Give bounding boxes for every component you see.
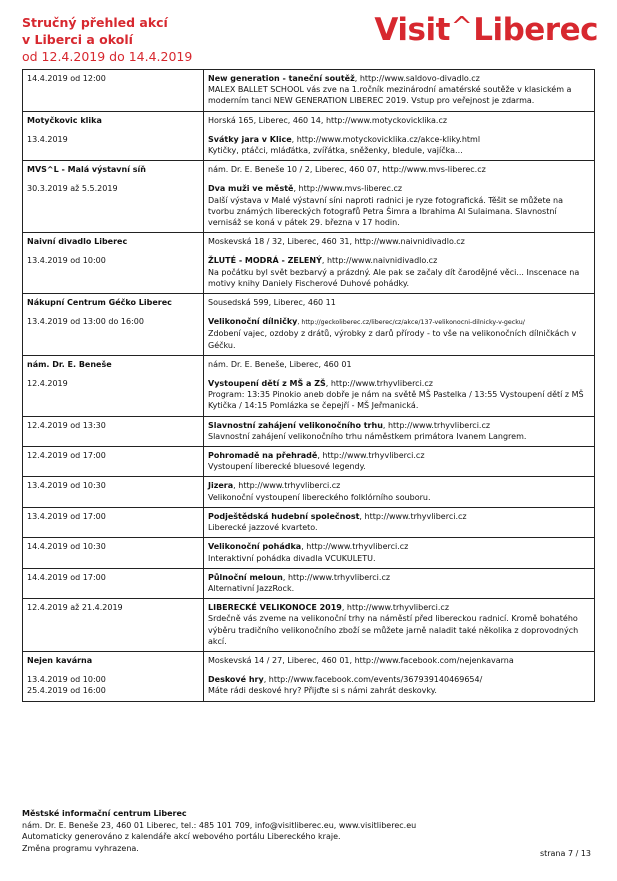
date-range: od 12.4.2019 do 14.4.2019 — [22, 49, 193, 64]
venue-address: Moskevská 14 / 27, Liberec, 460 01, http://www.facebook.com/nejenkavarna — [208, 655, 514, 665]
event-info-cell — [204, 416, 595, 446]
venue-row — [23, 294, 595, 356]
venue-name — [23, 651, 204, 701]
event-title: Deskové hry — [208, 675, 264, 685]
event-url[interactable]: , http://www.trhyvliberci.cz — [282, 572, 391, 582]
event-date: 14.4.2019 od 17:00 — [27, 572, 106, 582]
event-date: 12.4.2019 od 13:30 — [27, 420, 106, 430]
event-heading — [208, 420, 590, 431]
spacer — [208, 666, 590, 674]
venue-name — [23, 294, 204, 356]
event-description: Liberecké jazzové kvarteto. — [208, 523, 318, 533]
event-info-cell — [204, 477, 595, 507]
event-heading — [208, 255, 590, 266]
event-date: 13.4.2019 od 10:00 — [27, 256, 106, 266]
event-heading — [208, 73, 590, 84]
event-title: Dva muži ve městě — [208, 184, 294, 194]
event-date-cell — [23, 477, 204, 507]
event-title: Vystoupení dětí z MŠ a ZŠ — [208, 379, 326, 389]
event-description: Srdečně vás zveme na velikonoční trhy na náměstí před libereckou radnicí. Kromě bohatého výběru tradičního velikonočního zboží se můžete jarně naladit také několika z doprovodných akcí. — [208, 614, 579, 646]
event-row — [23, 599, 595, 652]
page-footer — [22, 808, 595, 854]
spacer — [208, 247, 590, 255]
event-url[interactable]: , http://www.trhyvliberci.cz — [301, 542, 409, 552]
venue-address — [204, 651, 595, 701]
event-heading — [208, 511, 590, 522]
event-date: 13.4.2019 od 10:30 — [27, 481, 106, 491]
event-heading — [208, 572, 590, 583]
event-title: Podještědská hudební společnost — [208, 511, 360, 521]
document-title — [22, 14, 192, 65]
spacer — [27, 308, 199, 316]
footer-org: Městské informační centrum Liberec — [22, 809, 187, 818]
event-title: Půlnoční meloun — [208, 572, 283, 582]
event-title: LIBERECKÉ VELIKONOCE 2019 — [208, 603, 342, 613]
event-heading — [208, 450, 590, 461]
event-info-cell — [204, 507, 595, 537]
event-info-cell — [204, 447, 595, 477]
event-date: 12.4.2019 od 17:00 — [27, 451, 106, 461]
venue-name — [23, 233, 204, 294]
event-heading — [208, 183, 590, 194]
event-description: Na počátku byl svět bezbarvý a prázdný. Ale pak se začaly dít čarodějné věci... Inscenace na motivy knihy Daniely Fischerové Duhové pohádky. — [208, 267, 580, 288]
event-info-cell — [204, 568, 595, 598]
event-url[interactable]: , http://www.mvs-liberec.cz — [293, 184, 403, 194]
venue-name — [23, 355, 204, 416]
spacer — [208, 370, 590, 378]
event-heading — [208, 541, 590, 552]
event-url[interactable]: , http://www.naivnidivadlo.cz — [321, 256, 438, 266]
venue-address: nám. Dr. E. Beneše 10 / 2, Liberec, 460 07, http://www.mvs-liberec.cz — [208, 165, 486, 175]
spacer — [27, 666, 199, 674]
venue-name: Naivní divadlo Liberec — [27, 237, 128, 247]
event-heading — [208, 674, 590, 685]
event-heading — [208, 602, 590, 613]
page-number: strana 7 / 13 — [539, 849, 591, 858]
event-row — [23, 507, 595, 537]
venue-name: Nejen kavárna — [27, 655, 93, 665]
event-row — [23, 538, 595, 568]
event-description: Program: 13:35 Pinokio aneb dobře je nám na světě MŠ Pastelka / 13:55 Vystoupení dětí z MŠ Kytička / 14:15 Pomlázka se čepejří - MŠ Jeřmanická. — [208, 390, 584, 411]
event-row — [23, 70, 595, 112]
event-date-cell — [23, 507, 204, 537]
event-url[interactable]: , http://www.trhyvliberci.cz — [317, 451, 425, 461]
venue-address: Moskevská 18 / 32, Liberec, 460 31, http://www.naivnidivadlo.cz — [208, 237, 465, 247]
logo-visit: Visit — [374, 12, 450, 48]
event-date-cell — [23, 416, 204, 446]
event-description: Slavnostní zahájení velikonočního trhu náměstkem primátora Ivanem Langrem. — [208, 431, 527, 441]
footer-auto-note: Automaticky generováno z kalendáře akcí webového portálu Libereckého kraje. — [22, 832, 341, 841]
event-title: New generation - taneční soutěž — [208, 74, 355, 83]
event-heading — [208, 378, 590, 389]
event-date: 14.4.2019 od 10:30 — [27, 542, 106, 552]
event-url[interactable]: , http://www.saldovo-divadlo.cz — [354, 74, 480, 83]
event-description: Další výstava v Malé výstavní síni naproti radnici je ryze fotografická. Těšit se můžete na tvorbu známých libereckých fotografů Petra Šimra a Ibrahima Al Sulaimana. Slavnostní vernisáž se koná v pátek 29. března v 17 hodin. — [208, 195, 564, 228]
event-description: Alternativní JazzRock. — [208, 583, 295, 593]
spacer — [27, 175, 199, 183]
event-date: 13.4.2019 od 13:00 do 16:00 — [27, 317, 144, 327]
spacer — [208, 308, 590, 316]
spacer — [27, 370, 199, 378]
spacer — [27, 247, 199, 255]
event-info-cell — [204, 70, 595, 112]
venue-row — [23, 651, 595, 701]
event-heading — [208, 134, 590, 145]
event-url[interactable]: , http://www.trhyvliberci.cz — [325, 379, 433, 389]
title-line-1: Stručný přehled akcí — [22, 15, 168, 30]
page-header — [22, 14, 602, 70]
title-line-2: v Liberci a okolí — [22, 32, 133, 47]
event-title: Velikonoční pohádka — [208, 542, 302, 552]
event-url[interactable]: , http://www.trhyvliberci.cz — [382, 420, 491, 430]
event-title: Slavnostní zahájení velikonočního trhu — [208, 420, 383, 430]
venue-address: nám. Dr. E. Beneše, Liberec, 460 01 — [208, 359, 352, 369]
venue-row — [23, 233, 595, 294]
logo-liberec: Liberec — [473, 12, 598, 48]
venue-row — [23, 355, 595, 416]
venue-name — [23, 111, 204, 161]
event-date-cell — [23, 568, 204, 598]
venue-name — [23, 161, 204, 233]
event-date: 12.4.2019 — [27, 379, 68, 389]
logo-caret: ^ — [450, 12, 473, 42]
footer-change-note: Změna programu vyhrazena. — [22, 843, 139, 853]
events-table-body — [23, 70, 595, 702]
event-info-cell — [204, 599, 595, 652]
event-date-cell — [23, 447, 204, 477]
venue-address: Horská 165, Liberec, 460 14, http://www.motyckovicklika.cz — [208, 115, 448, 125]
event-title: ŽLUTÉ - MODRÁ - ZELENÝ — [208, 256, 322, 266]
event-date: 30.3.2019 až 5.5.2019 — [27, 184, 118, 194]
venue-address — [204, 111, 595, 161]
event-url[interactable]: , http://www.trhyvliberci.cz — [233, 481, 341, 491]
event-heading — [208, 316, 590, 328]
event-url[interactable]: , http://geckoliberec.cz/liberec/cz/akce/137-velikonocni-dilnicky-v-gecku/ — [297, 319, 525, 327]
venue-row — [23, 111, 595, 161]
spacer — [208, 126, 590, 134]
venue-name: Nákupní Centrum Géčko Liberec — [27, 298, 172, 308]
event-row — [23, 447, 595, 477]
event-title: Jizera — [208, 481, 234, 491]
event-url[interactable]: , http://www.trhyvliberci.cz — [359, 511, 467, 521]
venue-address — [204, 161, 595, 233]
visit-liberec-logo — [374, 12, 598, 50]
event-row — [23, 568, 595, 598]
event-description: Máte rádi deskové hry? Přijďte si s námi zahrát deskovky. — [208, 686, 437, 696]
events-table — [22, 69, 595, 702]
event-info-cell — [204, 538, 595, 568]
event-title: Pohromadě na přehradě — [208, 451, 318, 461]
venue-name: MVS^L - Malá výstavní síň — [27, 165, 146, 175]
event-date: 13.4.2019 od 10:00 — [27, 675, 106, 685]
event-title: Svátky jara v Klice — [208, 134, 292, 144]
event-description: Interaktivní pohádka divadla VCUKULETU. — [208, 553, 376, 563]
spacer — [208, 175, 590, 183]
event-description: MALEX BALLET SCHOOL vás zve na 1.ročník mezinárodní amatérské soutěže v klasickém a moderním tanci NEW GENERATION LIBEREC 2019. Vstup pro veřejnost je zdarma. — [208, 85, 572, 106]
event-description: Kytičky, ptáčci, mláďátka, zvířátka, sněženky, bledule, vajíčka... — [208, 146, 463, 156]
event-description: Zdobení vajec, ozdoby z drátů, výrobky z darů přírody - to vše na velikonočních dílničkách v Géčku. — [208, 329, 577, 350]
spacer — [27, 126, 199, 134]
event-title: Velikonoční dílničky — [208, 317, 298, 327]
event-description: Vystoupení liberecké bluesové legendy. — [208, 462, 366, 472]
event-date: 13.4.2019 od 17:00 — [27, 511, 106, 521]
event-url[interactable]: , http://www.facebook.com/events/367939140469654/ — [263, 675, 483, 685]
event-url[interactable]: , http://www.trhyvliberci.cz — [341, 603, 450, 613]
event-heading — [208, 480, 590, 491]
event-row — [23, 416, 595, 446]
event-date-cell — [23, 538, 204, 568]
footer-contact: nám. Dr. E. Beneše 23, 460 01 Liberec, tel.: 485 101 709, info@visitliberec.eu, www.visitliberec.eu — [22, 820, 417, 830]
venue-name: Motyčkovic klika — [27, 115, 102, 125]
venue-address — [204, 294, 595, 356]
event-url[interactable]: , http://www.motyckovicklika.cz/akce-kliky.html — [291, 134, 481, 144]
event-date-cell — [23, 70, 204, 112]
event-date: 14.4.2019 od 12:00 — [27, 74, 106, 83]
event-row — [23, 477, 595, 507]
event-date: 12.4.2019 až 21.4.2019 — [27, 603, 123, 613]
venue-row — [23, 161, 595, 233]
event-date-2: 25.4.2019 od 16:00 — [27, 686, 106, 696]
event-description: Velikonoční vystoupení libereckého folklórního souboru. — [208, 492, 431, 502]
event-date: 13.4.2019 — [27, 134, 68, 144]
event-date-cell — [23, 599, 204, 652]
venue-address: Sousedská 599, Liberec, 460 11 — [208, 298, 336, 308]
venue-address — [204, 233, 595, 294]
venue-address — [204, 355, 595, 416]
venue-name: nám. Dr. E. Beneše — [27, 359, 112, 369]
